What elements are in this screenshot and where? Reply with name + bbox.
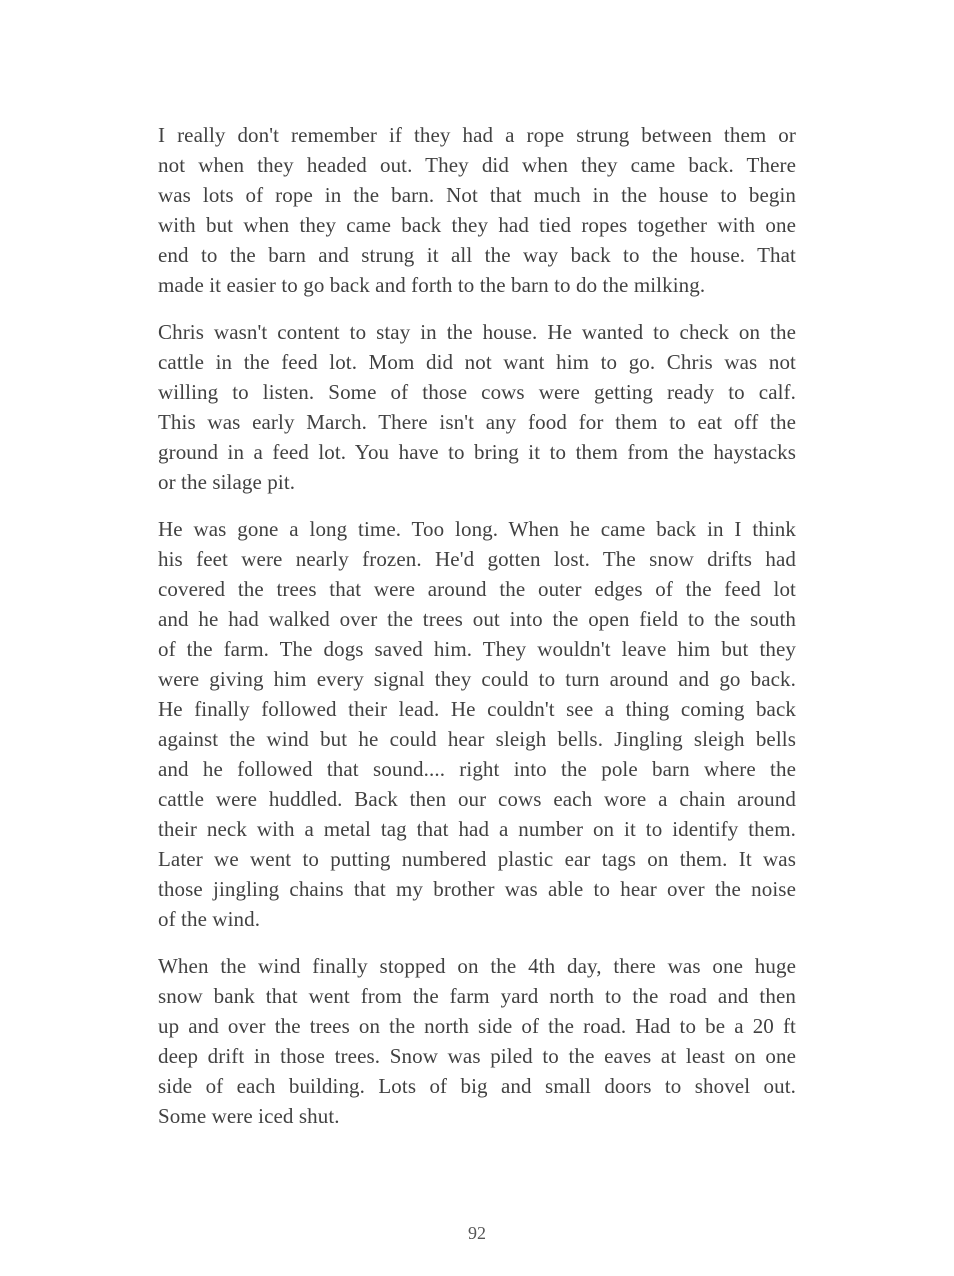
text-line: up and over the trees on the north side of the road. Had to be a 20 ft [158,1014,796,1038]
text-line: or the silage pit. [158,470,296,494]
text-line: cattle in the feed lot. Mom did not want him to go. Chris was not [158,350,796,374]
text-line: his feet were nearly frozen. He'd gotten lost. The snow drifts had [158,547,796,571]
paragraph [158,120,796,300]
text-line: of the farm. The dogs saved him. They wouldn't leave him but they [158,637,796,661]
text-line: Later we went to putting numbered plastic ear tags on them. It was [158,847,796,871]
text-line: cattle were huddled. Back then our cows each wore a chain around [158,787,796,811]
text-line: against the wind but he could hear sleigh bells. Jingling sleigh bells [158,727,796,751]
text-line: Chris wasn't content to stay in the house. He wanted to check on the [158,320,796,344]
text-line: deep drift in those trees. Snow was piled to the eaves at least on one [158,1044,796,1068]
text-line: end to the barn and strung it all the way back to the house. That [158,243,796,267]
text-line: Some were iced shut. [158,1104,340,1128]
text-line: was lots of rope in the barn. Not that much in the house to begin [158,183,796,207]
text-line: When the wind finally stopped on the 4th day, there was one huge [158,954,796,978]
paragraph [158,514,796,934]
text-line: covered the trees that were around the outer edges of the feed lot [158,577,796,601]
text-line: with but when they came back they had tied ropes together with one [158,213,796,237]
text-line: snow bank that went from the farm yard north to the road and then [158,984,796,1008]
paragraph [158,317,796,497]
paragraph [158,951,796,1131]
text-line: of the wind. [158,907,261,931]
text-line: This was early March. There isn't any food for them to eat off the [158,410,796,434]
text-line: were giving him every signal they could to turn around and go back. [158,667,796,691]
text-line: willing to listen. Some of those cows were getting ready to calf. [158,380,796,404]
page-content [158,120,796,1148]
text-line: He was gone a long time. Too long. When he came back in I think [158,517,796,541]
text-line: not when they headed out. They did when they came back. There [158,153,796,177]
text-line: and he had walked over the trees out into the open field to the south [158,607,796,631]
text-line: ground in a feed lot. You have to bring it to them from the haystacks [158,440,796,464]
text-line: side of each building. Lots of big and small doors to shovel out. [158,1074,796,1098]
text-line: made it easier to go back and forth to the barn to do the milking. [158,273,706,297]
text-line: I really don't remember if they had a rope strung between them or [158,123,796,147]
page-number: 92 [468,1223,486,1243]
text-line: He finally followed their lead. He couldn't see a thing coming back [158,697,796,721]
text-line: their neck with a metal tag that had a number on it to identify them. [158,817,796,841]
text-line: those jingling chains that my brother was able to hear over the noise [158,877,796,901]
text-line: and he followed that sound.... right into the pole barn where the [158,757,796,781]
